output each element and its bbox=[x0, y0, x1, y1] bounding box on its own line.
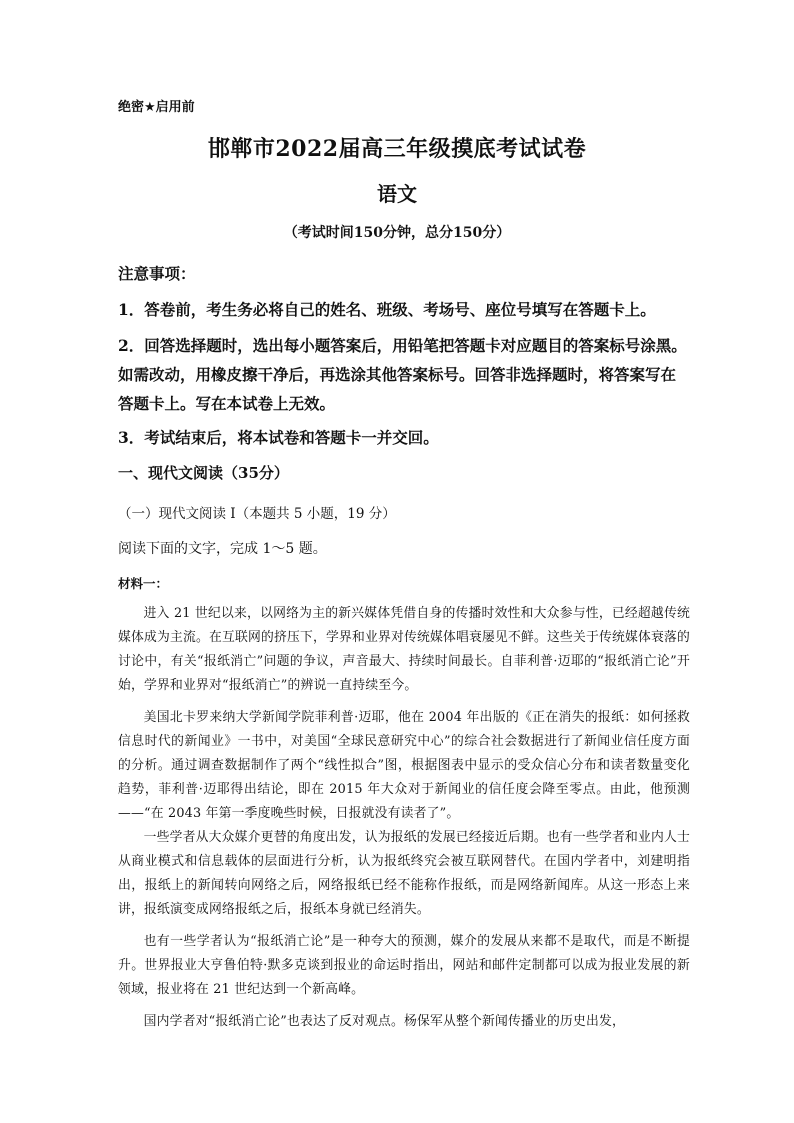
exam-time-info: （考试时间150分钟，总分150分） bbox=[283, 225, 511, 241]
subsection-title: （一）现代文阅读 I（本题共 5 小题，19 分） bbox=[118, 506, 396, 522]
secret-mark: 绝密★启用前 bbox=[118, 100, 195, 115]
notice-heading: 注意事项： bbox=[118, 264, 196, 283]
notice-item-1: 1．答卷前，考生务必将自己的姓名、班级、考场号、座位号填写在答题卡上。 bbox=[118, 300, 656, 319]
notice-item-2: 2．回答选择题时，选出每小题答案后，用铅笔把答题卡对应题目的答案标号涂黑。如需改动，用橡皮擦干净后，再选涂其他答案标号。回答非选择题时，将答案写在答题卡上。写在本试卷上无效。 bbox=[118, 336, 687, 413]
paragraph-5: 国内学者对“报纸消亡论”也表达了反对观点。杨保军从整个新闻传播业的历史出发， bbox=[143, 1014, 625, 1029]
material-label: 材料一： bbox=[118, 576, 169, 591]
page-title: 邯郸市2022届高三年级摸底考试试卷 bbox=[207, 136, 587, 162]
reading-instruction: 阅读下面的文字，完成 1～5 题。 bbox=[118, 541, 327, 557]
subject-title: 语文 bbox=[377, 182, 417, 206]
paragraph-3: 一些学者从大众媒介更替的角度出发，认为报纸的发展已经接近后期。也有一些学者和业内人士从商业模式和信息载体的层面进行分析，认为报纸终究会被互联网替代。在国内学者中，刘建明指出，报纸上的新闻转向网络之后，网络报纸已经不能称作报纸，而是网络新闻库。从这一形态上来讲，报纸演变成网络报纸之后，报纸本身就已经消失。 bbox=[118, 830, 690, 917]
notice-item-3: 3．考试结束后，将本试卷和答题卡一并交回。 bbox=[118, 428, 439, 447]
paragraph-4: 也有一些学者认为“报纸消亡论”是一种夸大的预测，媒介的发展从来都不是取代，而是不断提升。世界报业大亨鲁伯特·默多克谈到报业的命运时指出，网站和邮件定制都可以成为报业发展的新领域，报业将在 21 世纪达到一个新高峰。 bbox=[118, 934, 690, 997]
paragraph-2: 美国北卡罗来纳大学新闻学院菲利普·迈耶，他在 2004 年出版的《正在消失的报纸：如何拯救信息时代的新闻业》一书中，对美国“全球民意研究中心”的综合社会数据进行了新闻业信任度方面的分析。通过调查数据制作了两个“线性拟合”图，根据图表中显示的受众信心分布和读者数量变化趋势，菲利普·迈耶得出结论，即在 2015 年大众对于新闻业的信任度会降至零点。由此，他预测——“在 2043 年第一季度晚些时候，日报就没有读者了”。 bbox=[118, 710, 690, 821]
section-title: 一、现代文阅读（35分） bbox=[118, 464, 289, 482]
paragraph-1: 进入 21 世纪以来，以网络为主的新兴媒体凭借自身的传播时效性和大众参与性，已经超越传统媒体成为主流。在互联网的挤压下，学界和业界对传统媒体唱衰屡见不鲜。这些关于传统媒体衰落的讨论中，有关“报纸消亡”问题的争议，声音最大、持续时间最长。自菲利普·迈耶的“报纸消亡论”开始，学界和业界对“报纸消亡”的辨说一直持续至今。 bbox=[118, 606, 690, 693]
